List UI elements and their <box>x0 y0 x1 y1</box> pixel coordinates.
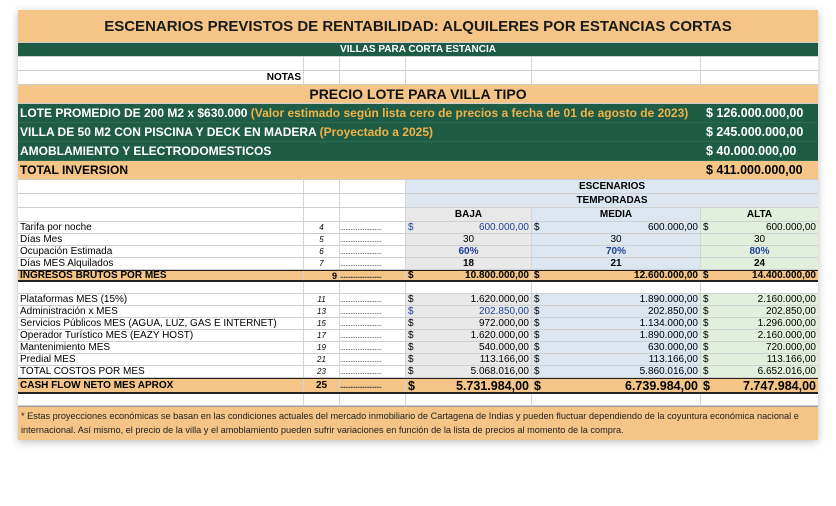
currency-sign: $ <box>534 354 540 365</box>
money-cell <box>701 306 818 317</box>
ingresos-ref: 9 <box>304 271 340 280</box>
currency-sign: $ <box>534 270 540 281</box>
money-cell <box>532 354 701 365</box>
row-label: Operador Turístico MES (EAZY HOST) <box>18 330 304 341</box>
amount: 1.296.000,00 <box>757 318 816 329</box>
cost-row <box>18 342 818 354</box>
row-dots: ........................ <box>340 330 406 341</box>
inversion-value: $ 40.000.000,00 <box>706 144 797 158</box>
currency-sign: $ <box>408 306 414 317</box>
money-cell <box>701 342 818 353</box>
inversion-item: AMOBLAMIENTO Y ELECTRODOMESTICOS <box>20 144 272 158</box>
spacer-row <box>18 394 818 406</box>
inversion-row <box>18 104 818 123</box>
currency-sign: $ <box>408 354 414 365</box>
amount: 202.850,00 <box>478 306 529 317</box>
money-cell <box>406 379 532 392</box>
amount: 1.620.000,00 <box>470 330 529 341</box>
currency-sign: $ <box>408 270 414 281</box>
value-media: 30 <box>532 234 701 245</box>
currency-sign: $ <box>408 294 414 305</box>
row-label: Días Mes <box>18 234 304 245</box>
value-baja: 60% <box>406 246 532 257</box>
currency-sign: $ <box>703 366 709 377</box>
cost-row <box>18 354 818 366</box>
value-alta: 30 <box>701 234 818 245</box>
money-cell <box>532 306 701 317</box>
row-label: Días MES Alquilados <box>18 258 304 269</box>
header-alta: ALTA <box>701 208 818 221</box>
row-dots: ........................ <box>340 366 406 377</box>
header-media: MEDIA <box>532 208 701 221</box>
currency-sign: $ <box>703 342 709 353</box>
total-inversion-label: TOTAL INVERSION <box>20 163 129 177</box>
page-title: ESCENARIOS PREVISTOS DE RENTABILIDAD: ALQUILERES POR ESTANCIAS CORTAS <box>18 10 818 43</box>
header-baja: BAJA <box>406 208 532 221</box>
money-cell <box>406 342 532 353</box>
precio-header: PRECIO LOTE PARA VILLA TIPO <box>18 85 818 104</box>
amount: 113.166,00 <box>648 354 698 365</box>
row-label: Servicios Públicos MES (AGUA, LUZ, GAS E INTERNET) <box>18 318 304 329</box>
currency-sign: $ <box>408 330 414 341</box>
money-cell <box>406 271 532 280</box>
amount: 6.652.016,00 <box>757 366 816 377</box>
row-dots: ........................ <box>340 354 406 365</box>
amount: 2.160.000,00 <box>757 294 816 305</box>
money-cell <box>701 222 818 233</box>
row-ref: 13 <box>304 306 340 317</box>
cost-row <box>18 294 818 306</box>
amount: 5.860.016,00 <box>639 366 698 377</box>
row-label: Ocupación Estimada <box>18 246 304 257</box>
currency-sign: $ <box>534 366 540 377</box>
inversion-item: VILLA DE 50 M2 CON PISCINA Y DECK EN MADERA <box>20 125 317 139</box>
table-row <box>18 222 818 234</box>
amount: 600.000,00 <box>647 222 698 233</box>
amount: 5.731.984,00 <box>456 378 529 393</box>
row-ref: 4 <box>304 222 340 233</box>
money-cell <box>406 366 532 377</box>
money-cell <box>701 271 818 280</box>
row-ref: 23 <box>304 366 340 377</box>
amount: 600.000,00 <box>478 222 529 233</box>
currency-sign: $ <box>408 366 414 377</box>
row-dots: ........................ <box>340 379 406 392</box>
money-cell <box>406 222 532 233</box>
currency-sign: $ <box>534 342 540 353</box>
ingresos-row <box>18 270 818 282</box>
inversion-note: (Valor estimado según lista cero de precios a fecha de 01 de agosto de 2023) <box>247 106 689 120</box>
inversion-value: $ 126.000.000,00 <box>706 106 804 120</box>
total-inversion-value: $ 411.000.000,00 <box>706 163 803 177</box>
amount: 972.000,00 <box>478 318 529 329</box>
currency-sign: $ <box>534 318 540 329</box>
row-dots: ........................ <box>340 258 406 269</box>
currency-sign: $ <box>703 270 709 281</box>
money-cell <box>701 354 818 365</box>
spacer-row <box>18 180 818 194</box>
currency-sign: $ <box>703 378 710 393</box>
row-ref: 19 <box>304 342 340 353</box>
currency-sign: $ <box>703 294 709 305</box>
row-dots: ........................ <box>340 246 406 257</box>
row-label: TOTAL COSTOS POR MES <box>18 366 304 377</box>
row-ref: 15 <box>304 318 340 329</box>
table-row <box>18 234 818 246</box>
row-label: Mantenimiento MES <box>18 342 304 353</box>
amount: 2.160.000,00 <box>757 330 816 341</box>
money-cell <box>532 318 701 329</box>
money-cell <box>532 271 701 280</box>
amount: 7.747.984,00 <box>743 378 816 393</box>
amount: 630.000,00 <box>647 342 698 353</box>
money-cell <box>406 318 532 329</box>
row-dots: ........................ <box>340 234 406 245</box>
money-cell <box>532 366 701 377</box>
value-media: 70% <box>532 246 701 257</box>
cashflow-label: CASH FLOW NETO MES APROX <box>18 379 304 392</box>
amount: 540.000,00 <box>478 342 529 353</box>
inversion-label <box>20 144 706 158</box>
ingresos-label: INGRESOS BRUTOS POR MES <box>18 271 304 280</box>
amount: 600.000,00 <box>765 222 816 233</box>
money-cell <box>406 354 532 365</box>
amount: 5.068.016,00 <box>470 366 529 377</box>
currency-sign: $ <box>408 342 414 353</box>
currency-sign: $ <box>534 330 540 341</box>
escenarios-label: ESCENARIOS <box>406 180 818 193</box>
row-ref: 6 <box>304 246 340 257</box>
row-ref: 11 <box>304 294 340 305</box>
amount: 113.166,00 <box>766 354 816 365</box>
amount: 1.890.000,00 <box>639 294 698 305</box>
currency-sign: $ <box>703 354 709 365</box>
total-inversion-row <box>18 161 818 180</box>
currency-sign: $ <box>534 294 540 305</box>
money-cell <box>532 330 701 341</box>
money-cell <box>406 306 532 317</box>
currency-sign: $ <box>703 318 709 329</box>
currency-sign: $ <box>408 378 415 393</box>
scenario-header-row <box>18 208 818 222</box>
row-label: Predial MES <box>18 354 304 365</box>
currency-sign: $ <box>534 306 540 317</box>
value-media: 21 <box>532 258 701 269</box>
cashflow-ref: 25 <box>304 379 340 392</box>
value-alta: 24 <box>701 258 818 269</box>
cashflow-row <box>18 378 818 394</box>
amount: 1.620.000,00 <box>470 294 529 305</box>
cost-row <box>18 330 818 342</box>
row-label: Plataformas MES (15%) <box>18 294 304 305</box>
money-cell <box>532 379 701 392</box>
currency-sign: $ <box>408 318 414 329</box>
blank-row <box>18 57 818 71</box>
amount: 6.739.984,00 <box>625 378 698 393</box>
amount: 12.600.000,00 <box>634 270 698 281</box>
row-dots: ........................ <box>340 294 406 305</box>
money-cell <box>701 294 818 305</box>
spreadsheet <box>18 10 818 440</box>
row-ref: 17 <box>304 330 340 341</box>
amount: 10.800.000,00 <box>465 270 529 281</box>
notas-label: NOTAS <box>18 71 304 84</box>
money-cell <box>532 294 701 305</box>
inversion-row <box>18 142 818 161</box>
currency-sign: $ <box>703 222 709 233</box>
money-cell <box>406 330 532 341</box>
amount: 1.890.000,00 <box>639 330 698 341</box>
temporadas-row <box>18 194 818 208</box>
row-ref: 5 <box>304 234 340 245</box>
value-alta: 80% <box>701 246 818 257</box>
cost-row <box>18 306 818 318</box>
money-cell <box>406 294 532 305</box>
money-cell <box>701 318 818 329</box>
spacer-row <box>18 282 818 294</box>
inversion-value: $ 245.000.000,00 <box>706 125 804 139</box>
row-dots: ........................ <box>340 342 406 353</box>
row-ref: 7 <box>304 258 340 269</box>
cost-row <box>18 366 818 378</box>
inversion-note: (Proyectado a 2025) <box>316 125 433 139</box>
row-ref: 21 <box>304 354 340 365</box>
amount: 1.134.000,00 <box>639 318 698 329</box>
currency-sign: $ <box>408 222 414 233</box>
currency-sign: $ <box>534 378 541 393</box>
row-dots: ........................ <box>340 271 406 280</box>
money-cell <box>701 366 818 377</box>
inversion-item: LOTE PROMEDIO DE 200 M2 x $630.000 <box>20 106 248 120</box>
amount: 113.166,00 <box>479 354 529 365</box>
currency-sign: $ <box>703 306 709 317</box>
currency-sign: $ <box>703 330 709 341</box>
amount: 14.400.000,00 <box>752 270 816 281</box>
currency-sign: $ <box>534 222 540 233</box>
money-cell <box>701 330 818 341</box>
inversion-label <box>20 125 706 139</box>
amount: 202.850,00 <box>765 306 816 317</box>
inversion-label <box>20 106 706 120</box>
row-label: Administración x MES <box>18 306 304 317</box>
money-cell <box>532 342 701 353</box>
notas-row <box>18 71 818 85</box>
value-baja: 18 <box>406 258 532 269</box>
amount: 720.000,00 <box>765 342 816 353</box>
inversion-row <box>18 123 818 142</box>
value-baja: 30 <box>406 234 532 245</box>
cost-row <box>18 318 818 330</box>
footnote: * Estas proyecciones económicas se basan en las condiciones actuales del mercado inmobiliario de Cartagena de Indias y pueden fluctuar dependiendo de la coyuntura económica nacional e internacional. Así mismo, el precio de la villa y el amoblamiento pueden sufrir variaciones en función de la lista de precios al momento de la compra. <box>18 406 818 440</box>
money-cell <box>532 222 701 233</box>
temporadas-label: TEMPORADAS <box>406 194 818 207</box>
table-row <box>18 258 818 270</box>
subtitle-bar: VILLAS PARA CORTA ESTANCIA <box>18 43 818 57</box>
table-row <box>18 246 818 258</box>
row-label: Tarifa por noche <box>18 222 304 233</box>
row-dots: ........................ <box>340 222 406 233</box>
row-dots: ........................ <box>340 318 406 329</box>
money-cell <box>701 379 818 392</box>
amount: 202.850,00 <box>647 306 698 317</box>
row-dots: ........................ <box>340 306 406 317</box>
